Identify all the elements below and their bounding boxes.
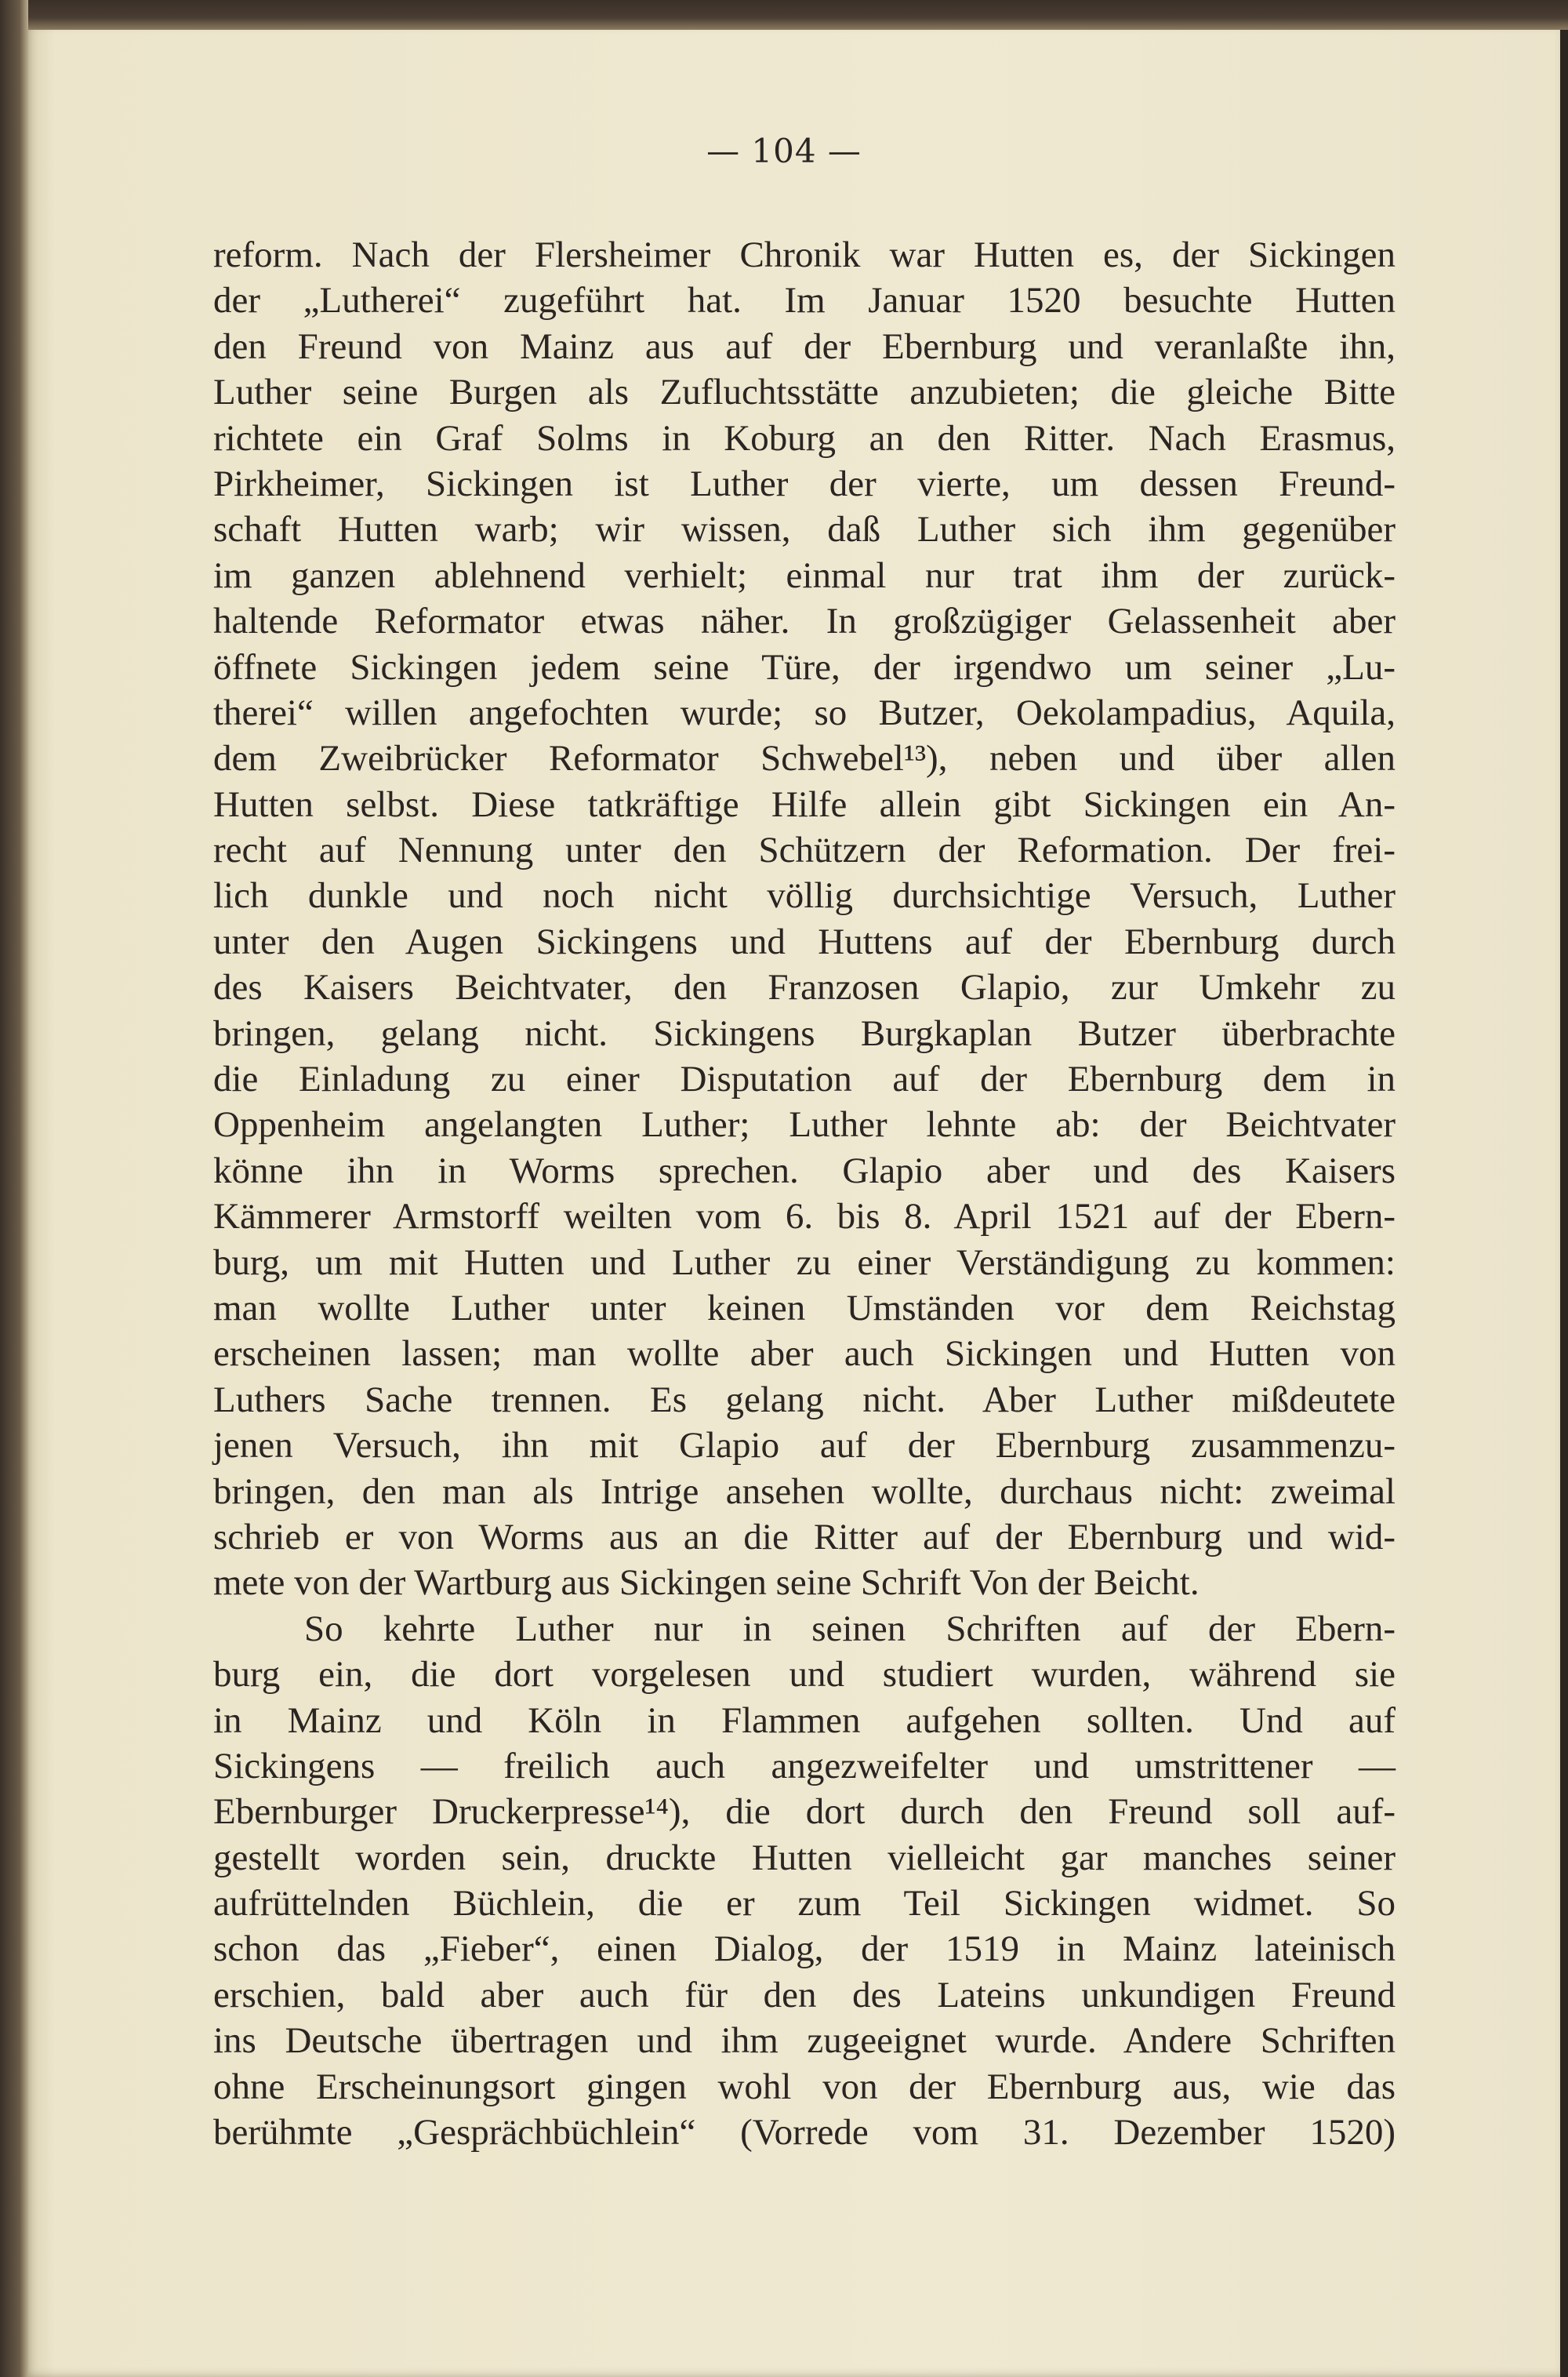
text-line [213,1606,1396,1652]
text-line [213,1240,1396,1285]
text-line-content: Kämmerer Armstorff weilten vom 6. bis 8. April 1521 auf der Ebern- [213,1196,1396,1238]
text-line [213,416,1396,461]
text-line-content: Luther seine Burgen als Zufluchtsstätte anzubieten; die gleiche Bitte [213,372,1396,413]
text-line [213,1560,1396,1605]
text-line-content: schon das „Fieber“, einen Dialog, der 1519 in Mainz lateinisch [213,1928,1396,1970]
text-line [213,232,1396,278]
text-line [213,2018,1396,2063]
text-line [213,1331,1396,1376]
text-line-content: erscheinen lassen; man wollte aber auch Sickingen und Hutten von [213,1333,1396,1375]
text-line [213,1148,1396,1194]
text-line-content: recht auf Nennung unter den Schützern der Reformation. Der frei- [213,830,1396,871]
text-line-content: burg ein, die dort vorgelesen und studiert wurden, während sie [213,1654,1396,1696]
text-line-content: könne ihn in Worms sprechen. Glapio aber und des Kaisers [213,1150,1396,1191]
text-line-content: Hutten selbst. Diese tatkräftige Hilfe allein gibt Sickingen ein An- [213,783,1396,825]
text-line-content: bringen, gelang nicht. Sickingens Burgkaplan Butzer überbrachte [213,1012,1396,1054]
text-line [213,1377,1396,1423]
text-line [213,1835,1396,1881]
text-line-content: mete von der Wartburg aus Sickingen seine Schrift Von der Beicht. [213,1562,1200,1604]
text-line-content: unter den Augen Sickingens und Huttens auf der Ebernburg durch [213,921,1396,962]
text-line-content: die Einladung zu einer Disputation auf der Ebernburg dem in [213,1059,1396,1100]
text-line [213,827,1396,873]
text-line [213,1056,1396,1102]
text-line [213,782,1396,827]
text-line-content: berühmte „Gesprächbüchlein“ (Vorrede vom 31. Dezember 1520) [213,2112,1396,2153]
text-line-content: schrieb er von Worms aus an die Ritter auf der Ebernburg und wid- [213,1516,1396,1557]
scan-left-edge [0,0,28,2377]
text-line [213,278,1396,323]
text-line [213,1285,1396,1331]
text-line [213,1881,1396,1926]
text-line-content: Pirkheimer, Sickingen ist Luther der vierte, um dessen Freund- [213,463,1396,504]
text-line-content: gestellt worden sein, druckte Hutten vielleicht gar manches seiner [213,1837,1396,1878]
text-line-content: Sickingens — freilich auch angezweifelter und umstrittener — [213,1745,1396,1786]
text-line [213,1514,1396,1560]
text-line [213,873,1396,918]
text-line-content: jenen Versuch, ihn mit Glapio auf der Ebernburg zusammenzu- [213,1425,1396,1467]
text-line-content: des Kaisers Beichtvater, den Franzosen Glapio, zur Umkehr zu [213,967,1396,1009]
text-line-content: den Freund von Mainz aus auf der Ebernburg und veranlaßte ihn, [213,325,1396,367]
text-line-content: öffnete Sickingen jedem seine Türe, der irgendwo um seiner „Lu- [213,646,1396,688]
text-line [213,461,1396,507]
text-line-content: ins Deutsche übertragen und ihm zugeeignet wurde. Andere Schriften [213,2020,1396,2062]
body-text [213,232,1396,2155]
text-line [213,507,1396,552]
text-line-content: der „Lutherei“ zugeführt hat. Im Januar 1520 besuchte Hutten [213,280,1396,322]
text-line [213,736,1396,781]
text-line [213,1926,1396,1972]
text-line-content: burg, um mit Hutten und Luther zu einer Verständigung zu kommen: [213,1241,1396,1283]
text-line-content: haltende Reformator etwas näher. In großzügiger Gelassenheit aber [213,601,1396,642]
text-line [213,1743,1396,1789]
text-line-content: reform. Nach der Flersheimer Chronik war Hutten es, der Sickingen [213,234,1396,275]
text-line [213,1789,1396,1834]
text-line-content: in Mainz und Köln in Flammen aufgehen sollten. Und auf [213,1699,1396,1741]
text-line-content: dem Zweibrücker Reformator Schwebel¹³), neben und über allen [213,738,1396,780]
text-line-content: therei“ willen angefochten wurde; so Butzer, Oekolampadius, Aquila, [213,692,1396,733]
text-line-content: Luthers Sache trennen. Es gelang nicht. Aber Luther mißdeutete [213,1379,1396,1420]
text-line [213,965,1396,1010]
text-line [213,598,1396,644]
text-line [213,1011,1396,1056]
text-line [213,1652,1396,1697]
text-line [213,645,1396,690]
text-line-content: So kehrte Luther nur in seinen Schriften auf der Ebern- [304,1608,1396,1649]
text-line-content: Oppenheim angelangten Luther; Luther lehnte ab: der Beichtvater [213,1104,1396,1146]
text-line [213,2110,1396,2155]
text-line-content: bringen, den man als Intrige ansehen wollte, durchaus nicht: zweimal [213,1470,1396,1512]
text-line [213,1972,1396,2018]
text-line [213,369,1396,415]
text-line-content: Ebernburger Druckerpresse¹⁴), die dort durch den Freund soll auf- [213,1791,1396,1833]
text-line-content: erschien, bald aber auch für den des Lateins unkundigen Freund [213,1974,1396,2015]
text-line-content: im ganzen ablehnend verhielt; einmal nur trat ihm der zurück- [213,554,1396,596]
text-line-content: aufrüttelnden Büchlein, die er zum Teil Sickingen widmet. So [213,1883,1396,1924]
text-line-content: man wollte Luther unter keinen Umständen vor dem Reichstag [213,1287,1396,1328]
text-line [213,1194,1396,1239]
text-line [213,1469,1396,1514]
text-line-content: richtete ein Graf Solms in Koburg an den Ritter. Nach Erasmus, [213,417,1396,459]
text-line-content: ohne Erscheinungsort gingen wohl von der Ebernburg aus, wie das [213,2066,1396,2107]
text-line [213,919,1396,965]
text-line [213,1102,1396,1147]
scan-top-edge [0,0,1568,30]
text-line [213,1698,1396,1743]
text-line [213,324,1396,369]
text-line-content: lich dunkle und noch nicht völlig durchsichtige Versuch, Luther [213,875,1396,917]
text-line [213,690,1396,736]
text-line [213,1423,1396,1468]
text-line [213,2064,1396,2110]
page-number: — 104 — [706,132,862,170]
text-line-content: schaft Hutten warb; wir wissen, daß Luther sich ihm gegenüber [213,509,1396,551]
text-line [213,553,1396,598]
